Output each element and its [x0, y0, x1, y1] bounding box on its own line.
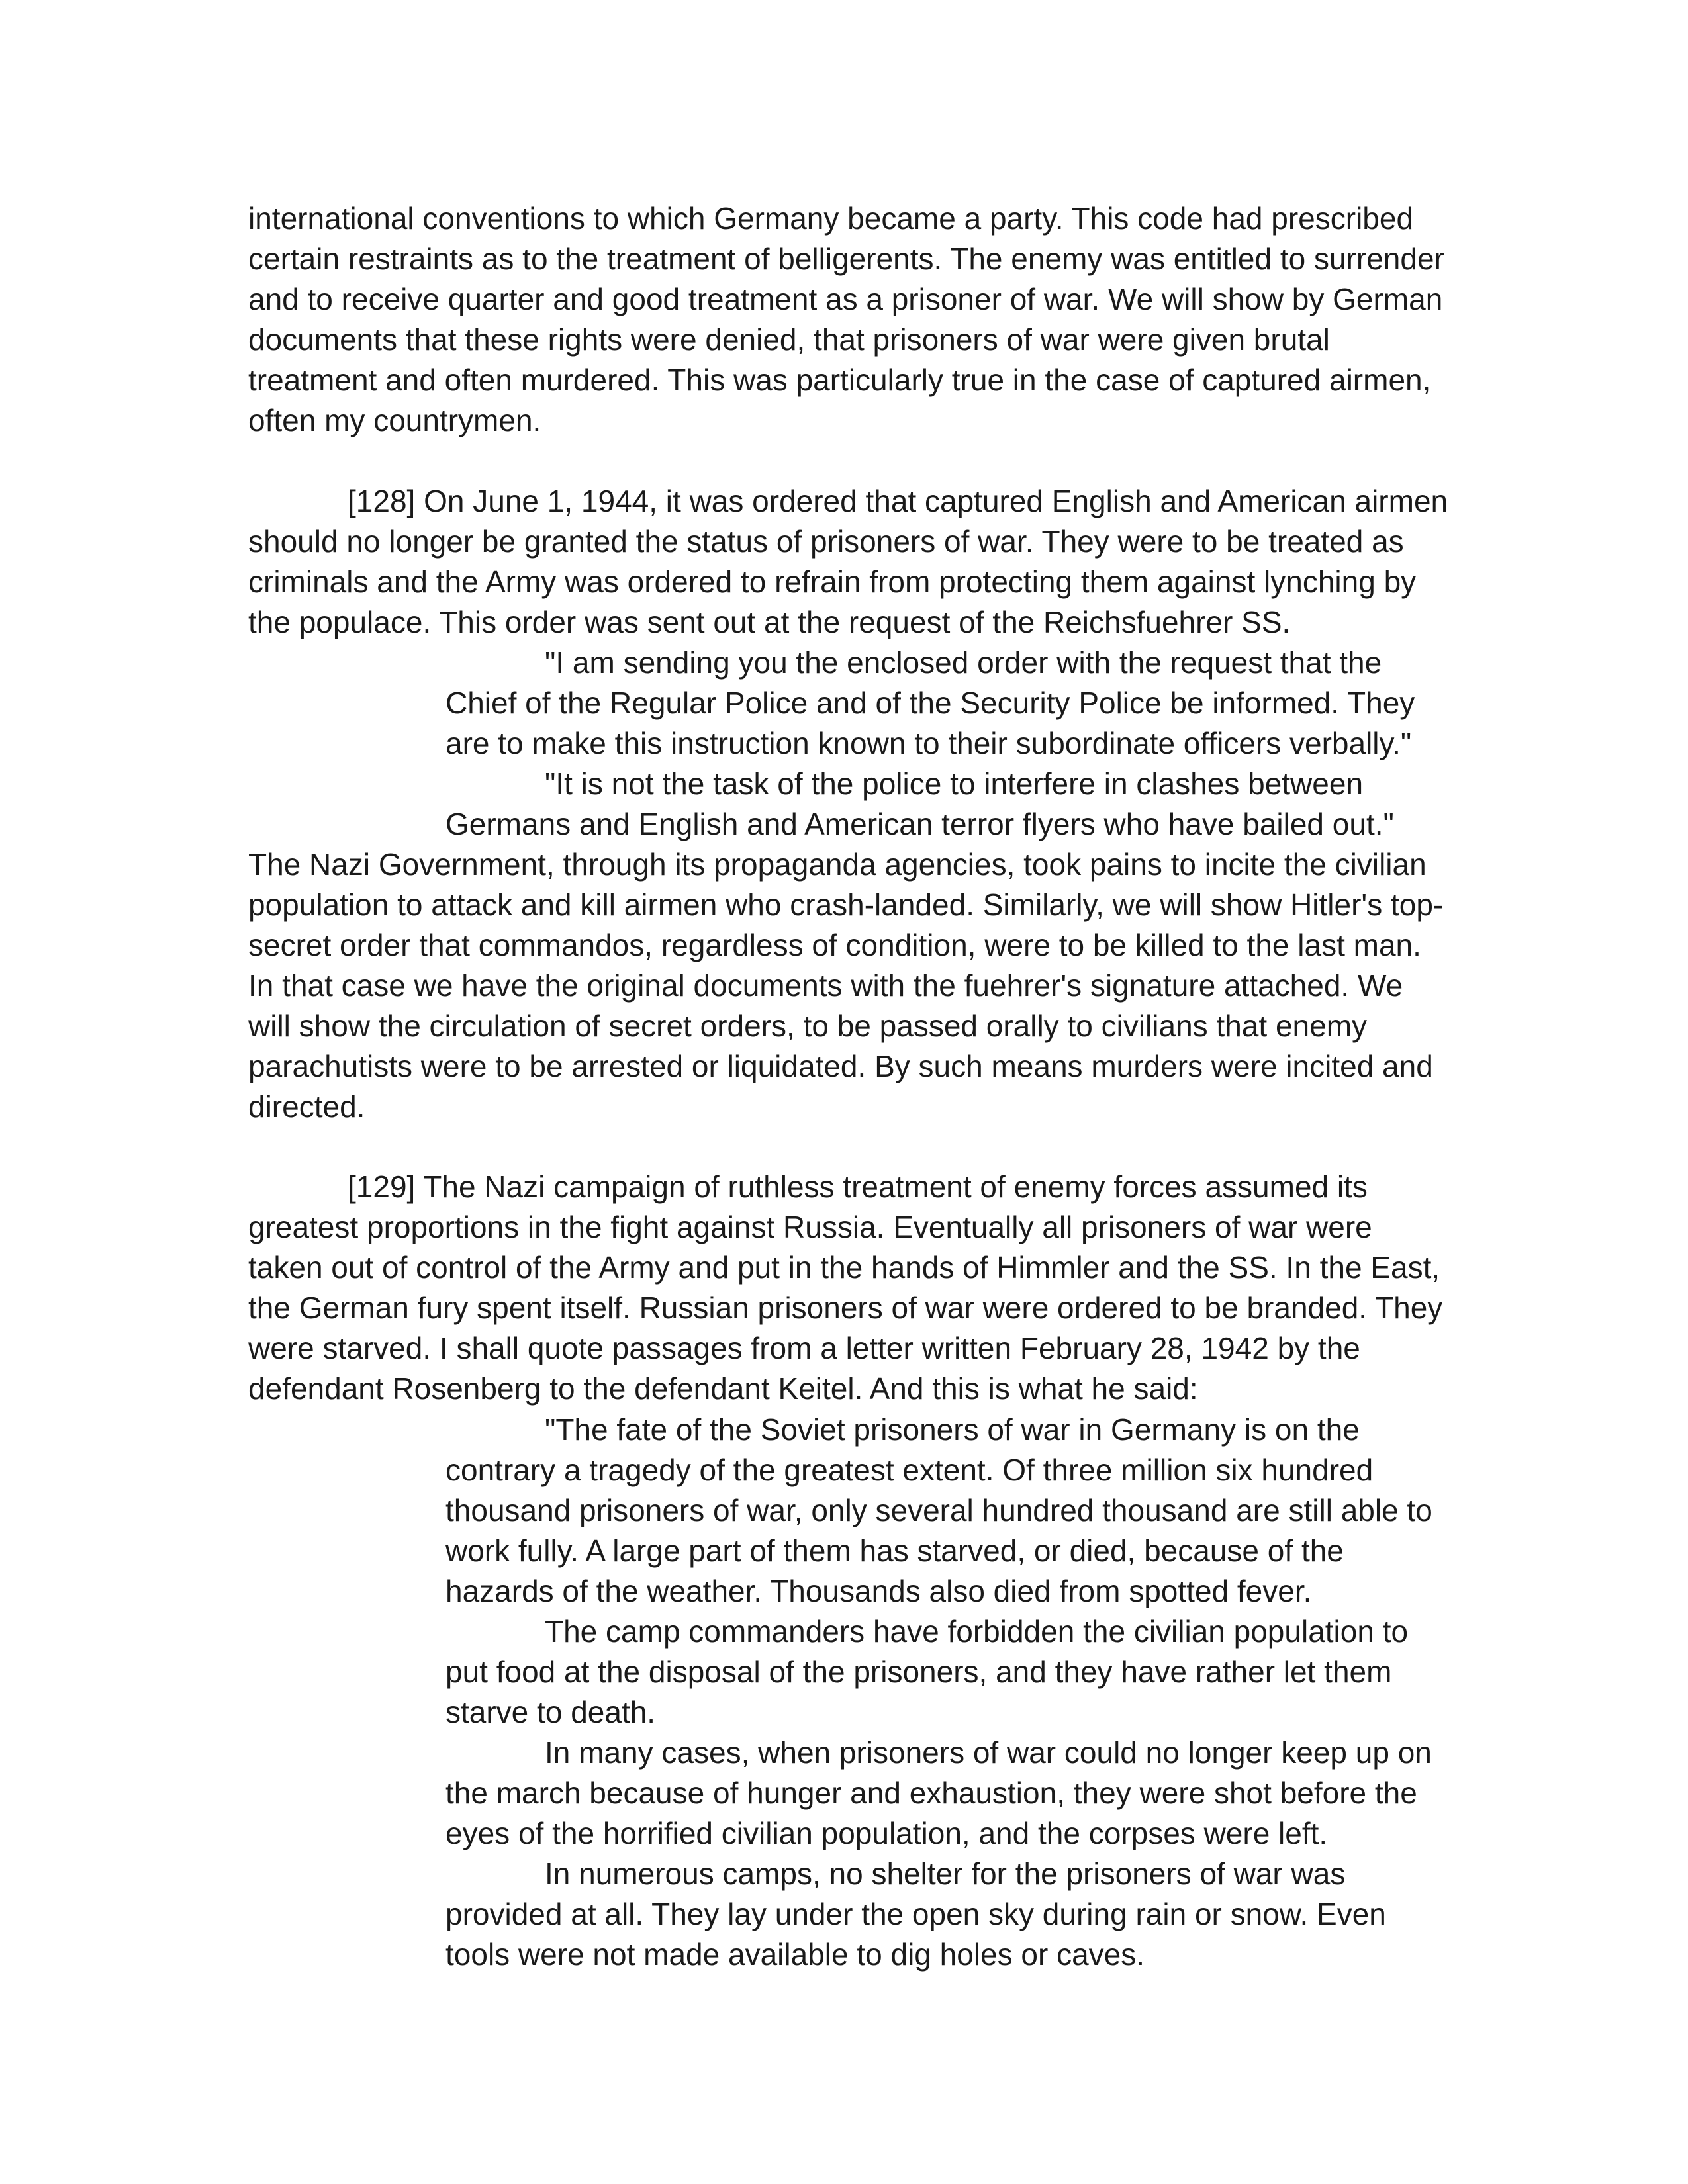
- paragraph-propaganda: The Nazi Government, through its propaganda agencies, took pains to incite the civilian population to attack and kill airmen who crash-landed. Similarly, we will show Hitler's top-secret order that commandos, regardless of condition, were to be killed to the last man. In that case we have the original documents with the fuehrer's signature attached. We will show the circulation of secret orders, to be passed orally to civilians that enemy parachutists were to be arrested or liquidated. By such means murders were incited and directed.: [248, 847, 1444, 1124]
- quote-paragraph: In numerous camps, no shelter for the prisoners of war was provided at all. They lay under the open sky during rain or snow. Even tools were not made available to dig holes or caves.: [445, 1856, 1386, 1972]
- quote-paragraph: "The fate of the Soviet prisoners of war in Germany is on the contrary a tragedy of the greatest extent. Of three million six hundred thousand prisoners of war, only several hundred thousand are still able to work fully. A large part of them has starved, or died, because of the hazards of the weather. Thousands also died from spotted fever.: [445, 1412, 1432, 1608]
- quote-paragraph: "It is not the task of the police to interfere in clashes between Germans and English and American terror flyers who have bailed out.": [445, 766, 1394, 841]
- paragraph-conventions: international conventions to which Germany became a party. This code had prescribed certain restraints as to the treatment of belligerents. The enemy was entitled to surrender and to receive quarter and good treatment as a prisoner of war. We will show by German documents that these rights were denied, that prisoners of war were given brutal treatment and often murdered. This was particularly true in the case of captured airmen, often my countrymen.: [248, 201, 1444, 437]
- quote-paragraph: "I am sending you the enclosed order with the request that the Chief of the Regular Police and of the Security Police be informed. They are to make this instruction known to their subordinate officers verbally.": [445, 645, 1415, 760]
- block-quote-police-order: [445, 643, 1453, 844]
- paragraph-128: [128] On June 1, 1944, it was ordered that captured English and American airmen should no longer be granted the status of prisoners of war. They were to be treated as criminals and the Army was ordered to refrain from protecting them against lynching by the populace. This order was sent out at the request of the Reichsfuehrer SS.: [248, 484, 1448, 639]
- paragraph-129: [129] The Nazi campaign of ruthless treatment of enemy forces assumed its greatest proportions in the fight against Russia. Eventually all prisoners of war were taken out of control of the Army and put in the hands of Himmler and the SS. In the East, the German fury spent itself. Russian prisoners of war were ordered to be branded. They were starved. I shall quote passages from a letter written February 28, 1942 by the defendant Rosenberg to the defendant Keitel. And this is what he said:: [248, 1169, 1443, 1406]
- quote-paragraph: The camp commanders have forbidden the civilian population to put food at the disposal of the prisoners, and they have rather let them starve to death.: [445, 1614, 1409, 1729]
- quote-paragraph: In many cases, when prisoners of war could no longer keep up on the march because of hunger and exhaustion, they were shot before the eyes of the horrified civilian population, and the corpses were left.: [445, 1735, 1432, 1850]
- block-quote-rosenberg-letter: [445, 1410, 1453, 1975]
